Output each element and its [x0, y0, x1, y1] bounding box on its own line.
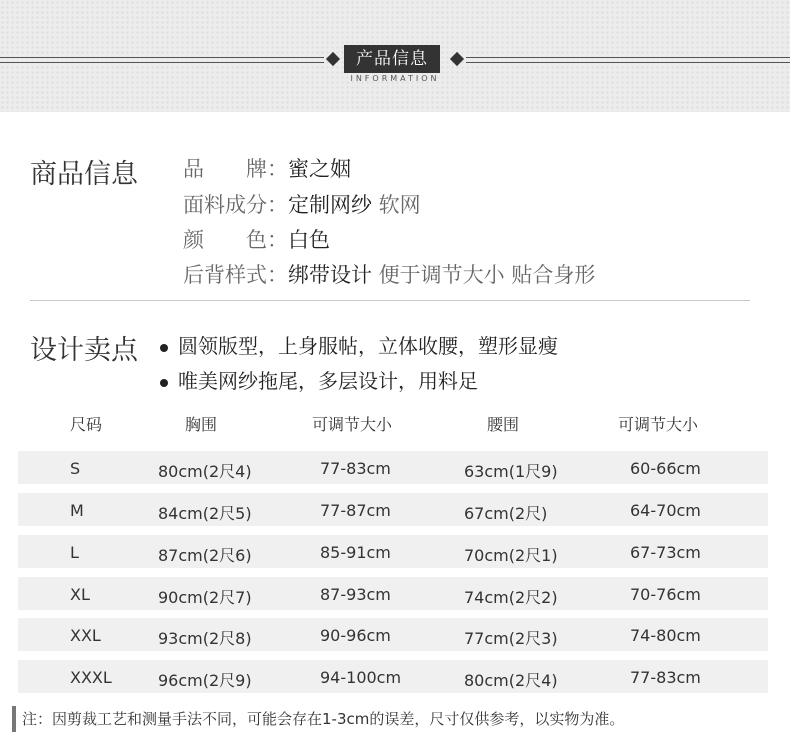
diamond-icon: [326, 52, 340, 66]
table-header-chest: 胸围: [185, 415, 218, 434]
note-marker: [12, 706, 16, 732]
design-point: [160, 330, 558, 359]
measurement-note: 注：因剪裁工艺和测量手法不同，可能会存在1-3cm的误差，尺寸仅供参考，以实物为准。: [22, 710, 625, 728]
cell-chest: 93cm(2尺8): [158, 629, 252, 648]
design-point: [160, 365, 478, 394]
cell-chest-adjust: 94-100cm: [320, 668, 402, 687]
table-header-waist: 腰围: [487, 415, 520, 434]
cell-chest: 80cm(2尺4): [158, 462, 252, 481]
info-label: 品 牌：: [183, 157, 288, 181]
table-row: [18, 535, 768, 568]
table-row: [18, 660, 768, 693]
info-brand: [183, 153, 351, 183]
info-back-style: [183, 259, 595, 289]
cell-waist: 70cm(2尺1): [464, 546, 558, 565]
cell-size: XXL: [70, 626, 101, 645]
cell-waist-adjust: 74-80cm: [630, 626, 701, 645]
cell-chest-adjust: 87-93cm: [320, 585, 391, 604]
cell-chest-adjust: 85-91cm: [320, 543, 391, 562]
cell-size: XL: [70, 585, 90, 604]
info-value: 蜜之姻: [288, 157, 351, 181]
table-row: [18, 493, 768, 526]
product-info-title: 商品信息: [30, 159, 138, 190]
diamond-icon: [450, 52, 464, 66]
table-row: [18, 577, 768, 610]
cell-waist: 80cm(2尺4): [464, 671, 558, 690]
cell-waist: 67cm(2尺): [464, 504, 548, 523]
cell-chest-adjust: 77-83cm: [320, 459, 391, 478]
header-line-right: [466, 57, 790, 63]
info-extra: 便于调节大小 贴合身形: [372, 263, 596, 287]
cell-chest-adjust: 90-96cm: [320, 626, 391, 645]
table-header-waist-adjust: 可调节大小: [618, 415, 699, 434]
info-label: 面料成分：: [183, 193, 288, 217]
design-title: 设计卖点: [30, 335, 138, 366]
cell-chest: 90cm(2尺7): [158, 588, 252, 607]
cell-chest-adjust: 77-87cm: [320, 501, 391, 520]
cell-waist: 63cm(1尺9): [464, 462, 558, 481]
cell-waist-adjust: 64-70cm: [630, 501, 701, 520]
table-row: [18, 618, 768, 651]
design-point-text: 圆领版型，上身服帖，立体收腰，塑形显瘦: [178, 334, 558, 358]
design-point-text: 唯美网纱拖尾，多层设计，用料足: [178, 369, 478, 393]
header-subtitle: INFORMATION: [350, 74, 440, 83]
table-header-size: 尺码: [70, 415, 103, 434]
bullet-icon: [160, 344, 168, 352]
header-banner: [0, 0, 790, 112]
header-line-left: [0, 57, 324, 63]
cell-chest: 84cm(2尺5): [158, 504, 252, 523]
info-value: 定制网纱: [288, 193, 372, 217]
cell-chest: 87cm(2尺6): [158, 546, 252, 565]
header-title: 产品信息: [344, 45, 440, 73]
cell-waist-adjust: 77-83cm: [630, 668, 701, 687]
cell-waist: 74cm(2尺2): [464, 588, 558, 607]
table-row: [18, 451, 768, 484]
cell-waist: 77cm(2尺3): [464, 629, 558, 648]
cell-chest: 96cm(2尺9): [158, 671, 252, 690]
cell-size: XXXL: [70, 668, 112, 687]
bullet-icon: [160, 379, 168, 387]
info-extra: 软网: [372, 193, 421, 217]
info-value: 绑带设计: [288, 263, 372, 287]
cell-waist-adjust: 70-76cm: [630, 585, 701, 604]
cell-size: S: [70, 459, 81, 478]
info-fabric: [183, 189, 421, 219]
info-label: 颜 色：: [183, 228, 288, 252]
cell-waist-adjust: 60-66cm: [630, 459, 701, 478]
info-value: 白色: [288, 228, 330, 252]
cell-waist-adjust: 67-73cm: [630, 543, 701, 562]
info-color: [183, 224, 330, 254]
section-divider: [30, 300, 750, 301]
cell-size: L: [70, 543, 79, 562]
cell-size: M: [70, 501, 84, 520]
info-label: 后背样式：: [183, 263, 288, 287]
table-header-chest-adjust: 可调节大小: [312, 415, 393, 434]
